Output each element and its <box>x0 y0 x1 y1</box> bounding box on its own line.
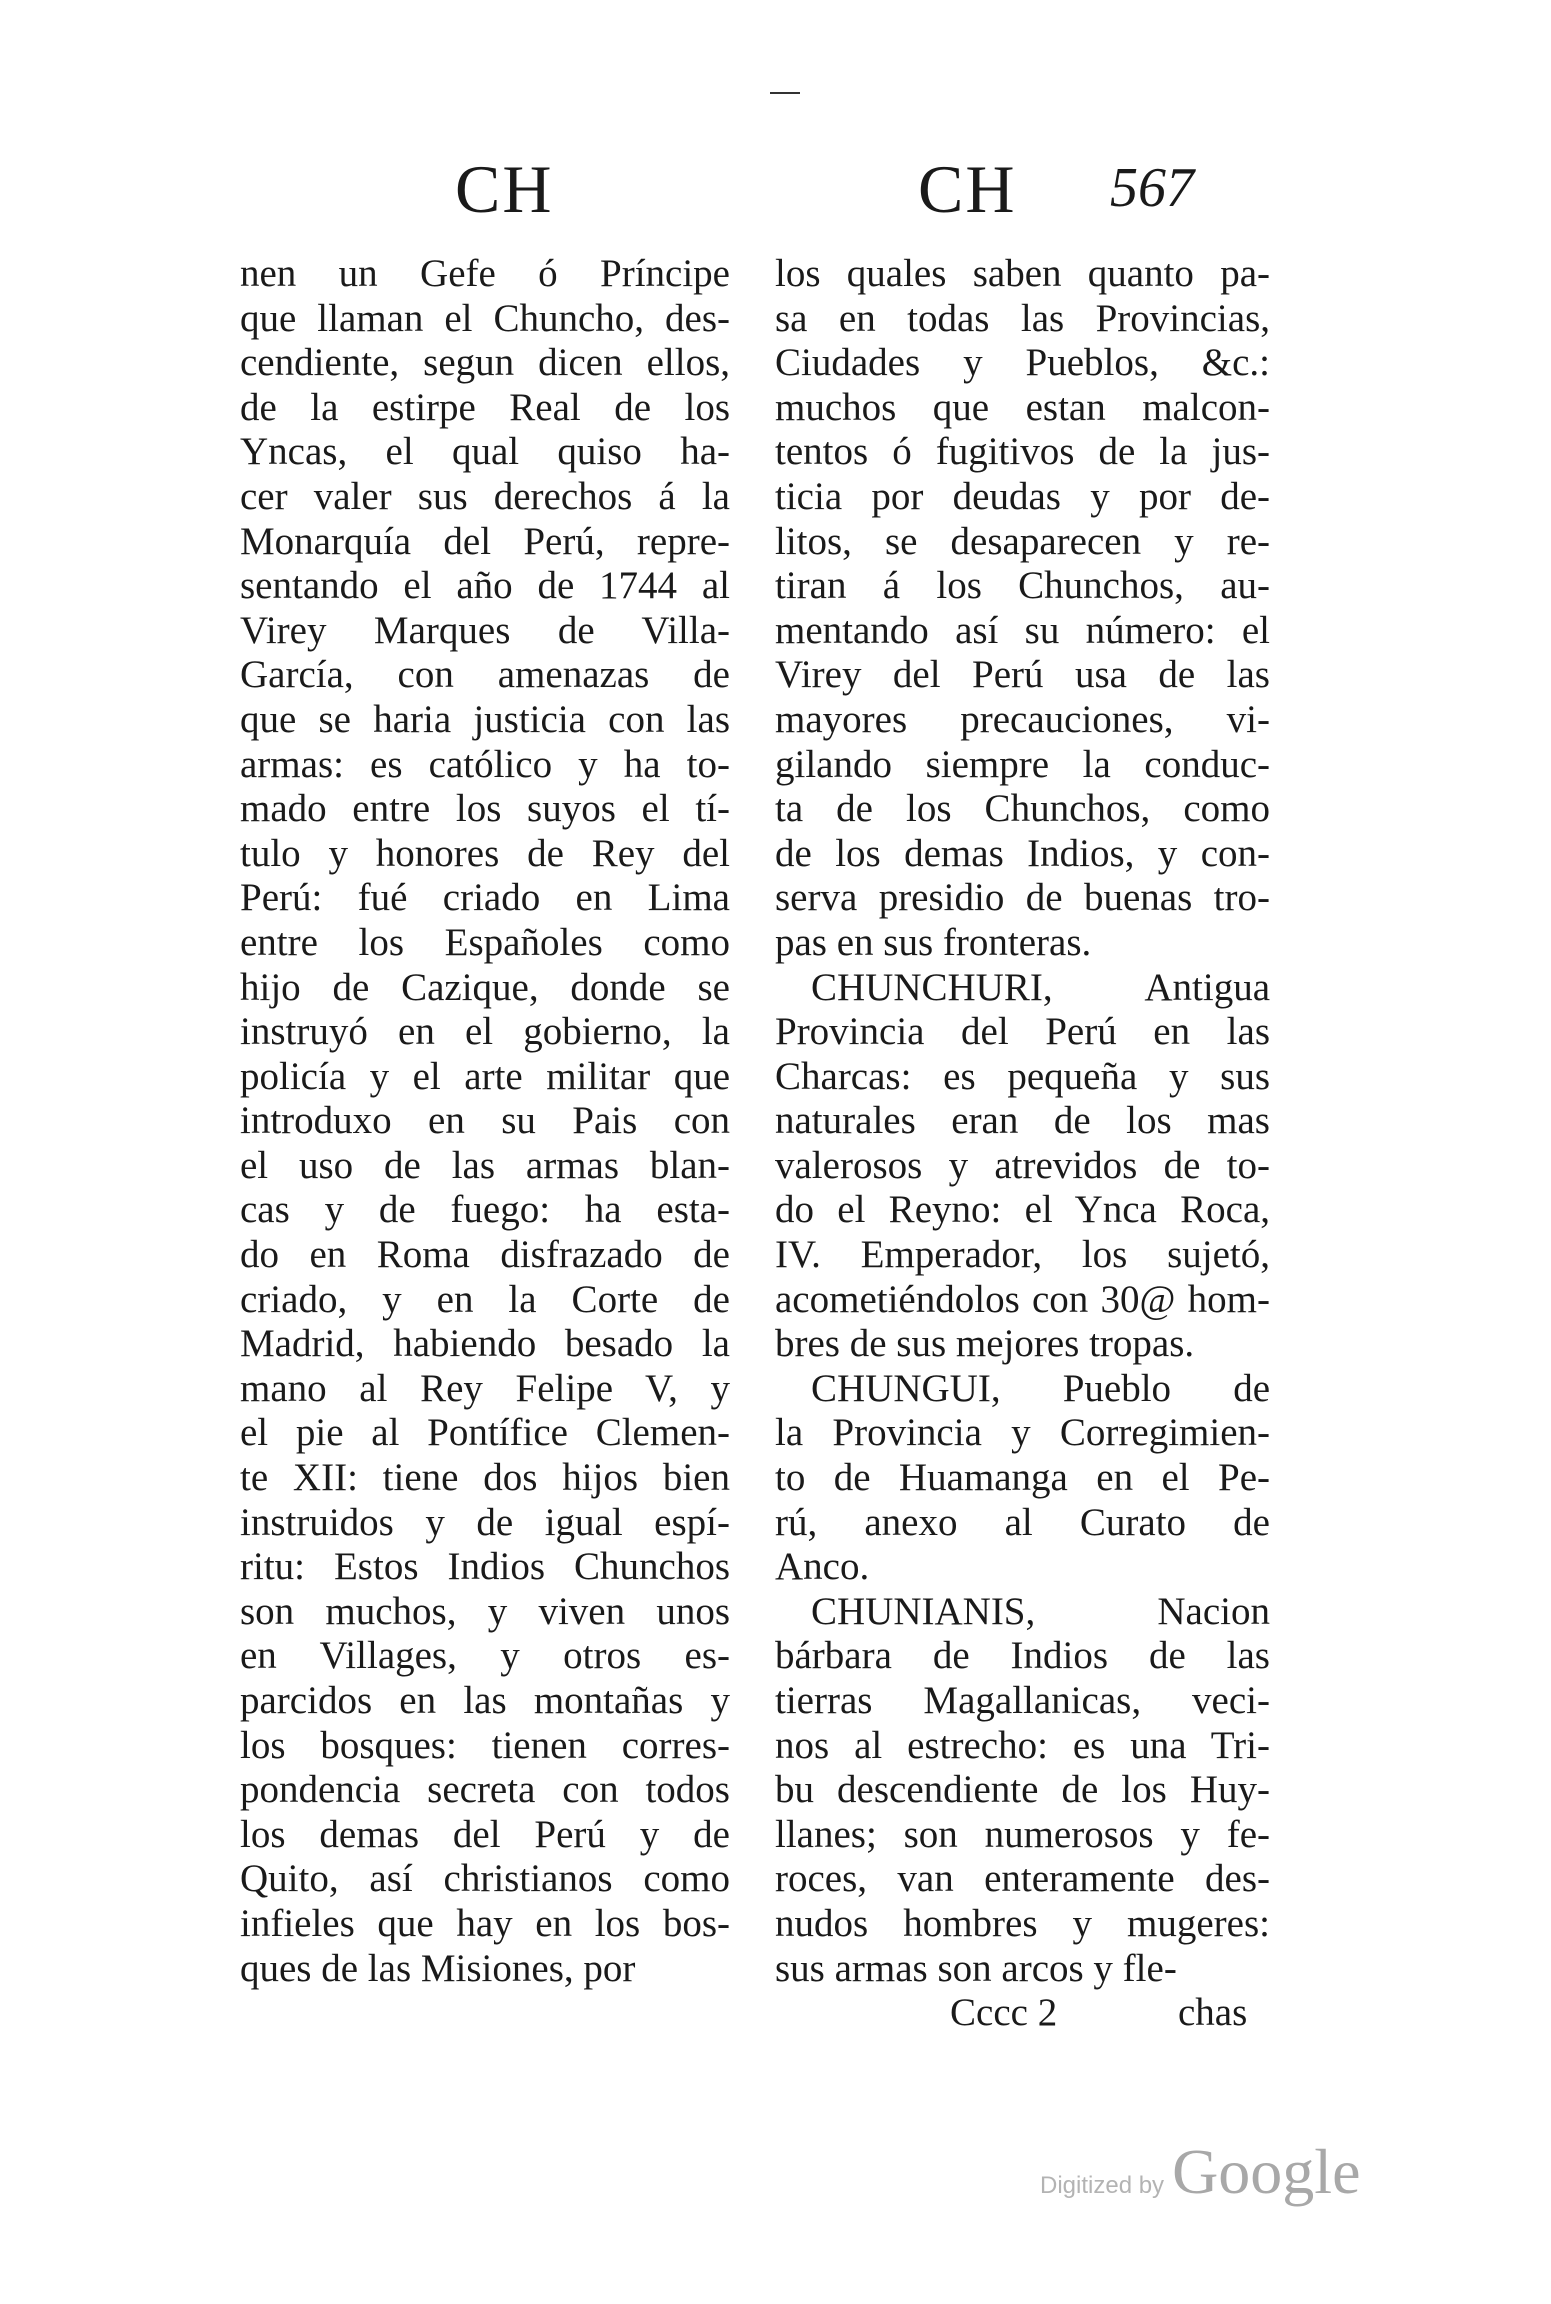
text-line: muchos que estan malcon- <box>775 385 1270 429</box>
text-line: el uso de las armas blan- <box>240 1143 730 1187</box>
text-line: CHUNGUI, Pueblo de <box>811 1366 1270 1410</box>
text-line: Madrid, habiendo besado la <box>240 1322 730 1366</box>
text-line: García, con amenazas de <box>240 653 730 697</box>
text-line: pondencia secreta con todos <box>240 1768 730 1812</box>
text-line: Charcas: es pequeña y sus <box>775 1054 1270 1098</box>
left-column <box>240 252 730 1991</box>
watermark-logo-text: Google <box>1172 2136 1361 2207</box>
text-line: IV. Emperador, los sujetó, <box>775 1233 1270 1277</box>
text-line: tentos ó fugitivos de la jus- <box>775 430 1270 474</box>
text-line: sa en todas las Provincias, <box>775 296 1270 340</box>
text-line: criado, y en la Corte de <box>240 1277 730 1321</box>
text-line: Quito, así christianos como <box>240 1857 730 1901</box>
text-line: que se haria justicia con las <box>240 697 730 741</box>
header-right-running-title: CH <box>918 151 1017 227</box>
signature-mark: Cccc 2 <box>950 1991 1058 2034</box>
text-line: to de Huamanga en el Pe- <box>775 1456 1270 1500</box>
text-line: mayores precauciones, vi- <box>775 697 1270 741</box>
text-line: nen un Gefe ó Príncipe <box>240 252 730 295</box>
catchword: chas <box>1178 1991 1248 2034</box>
text-line: nos al estrecho: es una Tri- <box>775 1723 1270 1767</box>
text-line: bárbara de Indios de las <box>775 1634 1270 1678</box>
text-line: entre los Españoles como <box>240 920 730 964</box>
text-line: policía y el arte militar que <box>240 1054 730 1098</box>
text-line: sentando el año de 1744 al <box>240 564 730 608</box>
text-line: el pie al Pontífice Clemen- <box>240 1411 730 1455</box>
text-line: la Provincia y Corregimien- <box>775 1411 1270 1455</box>
text-line: llanes; son numerosos y fe- <box>775 1812 1270 1856</box>
text-line: bres de sus mejores tropas. <box>775 1322 1195 1366</box>
text-line: introduxo en su Pais con <box>240 1099 730 1143</box>
text-line: roces, van enteramente des- <box>775 1857 1270 1901</box>
text-line: Ciudades y Pueblos, &c.: <box>775 341 1270 385</box>
text-line: de la estirpe Real de los <box>240 385 730 429</box>
text-line: ritu: Estos Indios Chunchos <box>240 1545 730 1589</box>
watermark-small-text: Digitized by <box>1040 2172 1165 2199</box>
text-line: pas en sus fronteras. <box>775 920 1092 964</box>
text-line: instruyó en el gobierno, la <box>240 1010 730 1054</box>
text-line: nudos hombres y mugeres: <box>775 1901 1270 1945</box>
text-line: CHUNCHURI, Antigua <box>811 965 1270 1009</box>
text-line: Provincia del Perú en las <box>775 1010 1270 1054</box>
text-line: cer valer sus derechos á la <box>240 474 730 518</box>
text-line: ticia por deudas y por de- <box>775 474 1270 518</box>
text-line: CHUNIANIS, Nacion <box>811 1589 1270 1633</box>
text-line: do en Roma disfrazado de <box>240 1233 730 1277</box>
text-line: armas: es católico y ha to- <box>240 742 730 786</box>
text-line: Virey Marques de Villa- <box>240 608 730 652</box>
text-line: que llaman el Chuncho, des- <box>240 296 730 340</box>
text-line: de los demas Indios, y con- <box>775 831 1270 875</box>
text-line: los quales saben quanto pa- <box>775 252 1270 295</box>
text-line: litos, se desaparecen y re- <box>775 519 1270 563</box>
text-line: Virey del Perú usa de las <box>775 653 1270 697</box>
text-line: son muchos, y viven unos <box>240 1589 730 1633</box>
text-line: en Villages, y otros es- <box>240 1634 730 1678</box>
text-line: valerosos y atrevidos de to- <box>775 1143 1270 1187</box>
text-line: instruidos y de igual espí- <box>240 1500 730 1544</box>
header-left-running-title: CH <box>455 151 554 227</box>
text-line: serva presidio de buenas tro- <box>775 876 1270 920</box>
top-dash <box>770 92 800 94</box>
text-line: Anco. <box>775 1545 870 1589</box>
right-column <box>775 252 1270 1991</box>
page-number: 567 <box>1110 157 1194 219</box>
text-line: ques de las Misiones, por <box>240 1946 636 1990</box>
text-line: tierras Magallanicas, veci- <box>775 1679 1270 1722</box>
text-line: los demas del Perú y de <box>240 1812 730 1856</box>
text-line: Monarquía del Perú, repre- <box>240 519 730 563</box>
text-line: sus armas son arcos y fle- <box>775 1946 1177 1990</box>
text-line: te XII: tiene dos hijos bien <box>240 1456 730 1500</box>
text-line: ta de los Chunchos, como <box>775 787 1270 831</box>
text-line: cas y de fuego: ha esta- <box>240 1188 730 1232</box>
text-line: Perú: fué criado en Lima <box>240 876 730 920</box>
text-line: los bosques: tienen corres- <box>240 1723 730 1767</box>
text-line: tiran á los Chunchos, au- <box>775 564 1270 608</box>
text-line: parcidos en las montañas y <box>240 1679 730 1722</box>
text-line: infieles que hay en los bos- <box>240 1901 730 1945</box>
text-line: cendiente, segun dicen ellos, <box>240 341 730 385</box>
text-line: naturales eran de los mas <box>775 1099 1270 1143</box>
text-line: mado entre los suyos el tí- <box>240 787 730 831</box>
text-line: acometiéndolos con 30@ hom- <box>775 1277 1270 1321</box>
text-line: mentando así su número: el <box>775 608 1270 652</box>
text-line: bu descendiente de los Huy- <box>775 1768 1270 1812</box>
text-line: do el Reyno: el Ynca Roca, <box>775 1188 1270 1232</box>
text-line: Yncas, el qual quiso ha- <box>240 430 730 474</box>
text-line: rú, anexo al Curato de <box>775 1500 1270 1544</box>
text-line: hijo de Cazique, donde se <box>240 965 730 1009</box>
text-line: gilando siempre la conduc- <box>775 742 1270 786</box>
digitized-watermark <box>1040 2135 1360 2209</box>
text-line: tulo y honores de Rey del <box>240 831 730 875</box>
text-line: mano al Rey Felipe V, y <box>240 1366 730 1410</box>
